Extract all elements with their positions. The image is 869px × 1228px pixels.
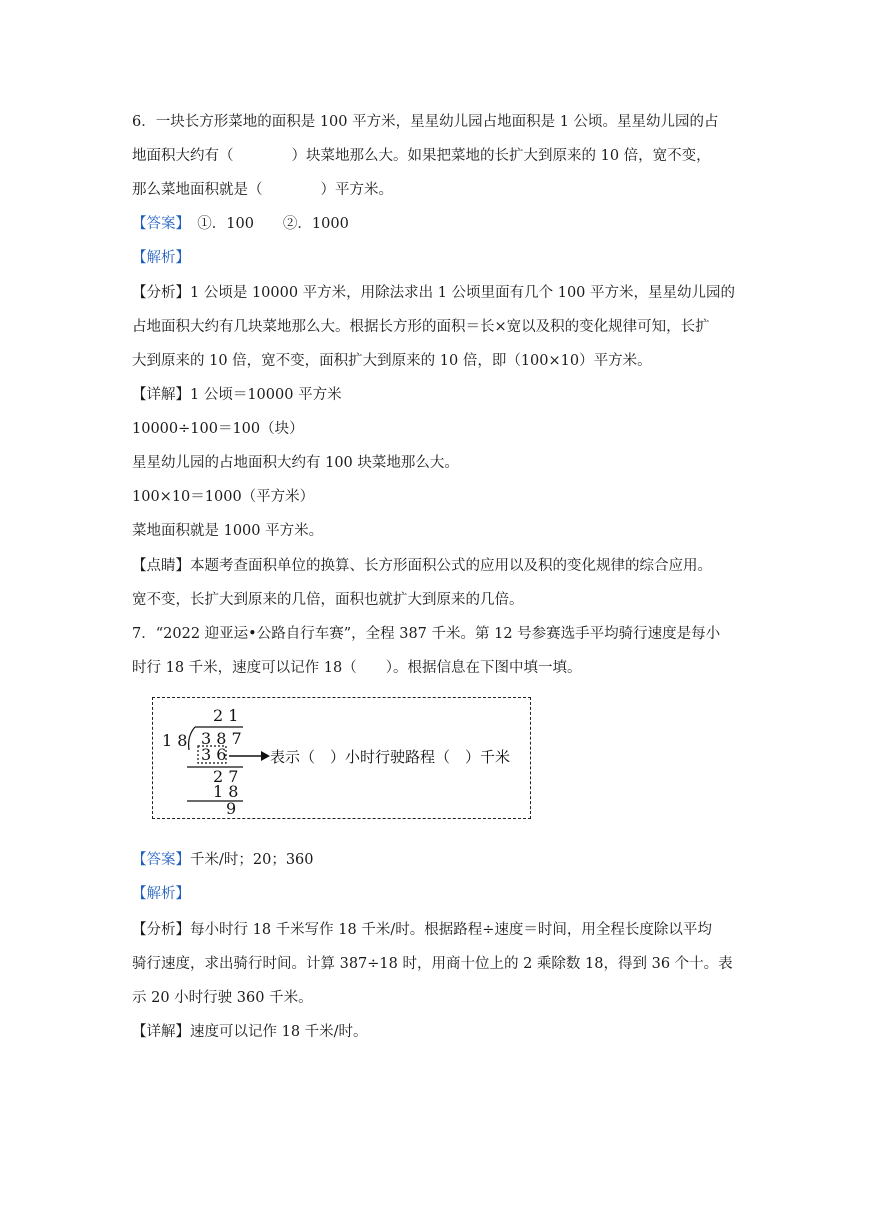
q6-xiangjie-line-4: 100×10＝1000（平方米） xyxy=(132,489,315,505)
q6-analysis-tag: 【解析】 xyxy=(132,250,190,266)
answer-text: 千米/时；20；360 xyxy=(190,852,314,868)
division-dividend: 3 8 7 xyxy=(201,729,242,748)
q7-stem-line-2: 时行 18 千米，速度可以记作 18（ ）。根据信息在下图中填一填。 xyxy=(132,660,582,676)
division-product-1: 3 6 xyxy=(201,745,227,764)
division-remainder-1: 2 7 xyxy=(213,767,239,786)
q7-fenxi-line-3: 示 20 小时行驶 360 千米。 xyxy=(132,990,313,1006)
q6-xiangjie-line-5: 菜地面积就是 1000 平方米。 xyxy=(132,523,324,539)
answer-tag: 【答案】 xyxy=(132,216,183,232)
q7-fenxi-line-1: 【分析】每小时行 18 千米写作 18 千米/时。根据路程÷速度＝时间，用全程长度除以平均 xyxy=(132,922,712,938)
q6-answer xyxy=(132,214,349,234)
q6-dianjing-line-1: 【点睛】本题考查面积单位的换算、长方形面积公式的应用以及积的变化规律的综合应用。 xyxy=(132,558,712,574)
division-quotient: 2 1 xyxy=(213,706,239,725)
q6-fenxi-line-1: 【分析】1 公顷是 10000 平方米，用除法求出 1 公顷里面有几个 100 平方米，星星幼儿园的 xyxy=(132,285,736,301)
q6-xiangjie-line-2: 10000÷100＝100（块） xyxy=(132,421,304,437)
arrow-head-icon xyxy=(261,751,270,761)
answer-text: ①．100 ②．1000 xyxy=(182,216,349,232)
answer-tag: 【答案】 xyxy=(132,852,190,868)
long-division-figure xyxy=(152,697,531,819)
division-bracket-curve xyxy=(189,727,195,750)
q7-xiangjie-line-1: 【详解】速度可以记作 18 千米/时。 xyxy=(132,1024,368,1040)
figure-caption: 表示（ ）小时行驶路程（ ）千米 xyxy=(270,748,511,766)
q6-stem-line-2: 地面积大约有（ ）块菜地那么大。如果把菜地的长扩大到原来的 10 倍，宽不变， xyxy=(132,148,711,164)
long-division-svg xyxy=(153,698,532,820)
q6-fenxi-line-2: 占地面积大约有几块菜地那么大。根据长方形的面积＝长×宽以及积的变化规律可知，长扩 xyxy=(132,319,710,335)
q6-xiangjie-line-3: 星星幼儿园的占地面积大约有 100 块菜地那么大。 xyxy=(132,455,459,471)
q7-answer xyxy=(132,850,314,870)
q6-fenxi-line-3: 大到原来的 10 倍，宽不变，面积扩大到原来的 10 倍，即（100×10）平方米。 xyxy=(132,353,652,369)
q6-stem-line-3: 那么菜地面积就是（ ）平方米。 xyxy=(132,182,393,198)
q6-stem-line-1: 6．一块长方形菜地的面积是 100 平方米，星星幼儿园占地面积是 1 公顷。星星幼儿园的占 xyxy=(132,114,719,130)
q7-analysis-tag: 【解析】 xyxy=(132,886,190,902)
division-divisor: 1 8 xyxy=(162,731,188,750)
q7-stem-line-1: 7．“2022 迎亚运•公路自行车赛”，全程 387 千米。第 12 号参赛选手平均骑行速度是每小 xyxy=(132,626,721,642)
division-product-2: 1 8 xyxy=(213,782,239,801)
q6-xiangjie-line-1: 【详解】1 公顷＝10000 平方米 xyxy=(132,387,342,403)
division-remainder-2: 9 xyxy=(226,799,237,818)
q6-dianjing-line-2: 宽不变，长扩大到原来的几倍，面积也就扩大到原来的几倍。 xyxy=(132,592,524,608)
q7-fenxi-line-2: 骑行速度，求出骑行时间。计算 387÷18 时，用商十位上的 2 乘除数 18，得到 36 个十。表 xyxy=(132,956,733,972)
